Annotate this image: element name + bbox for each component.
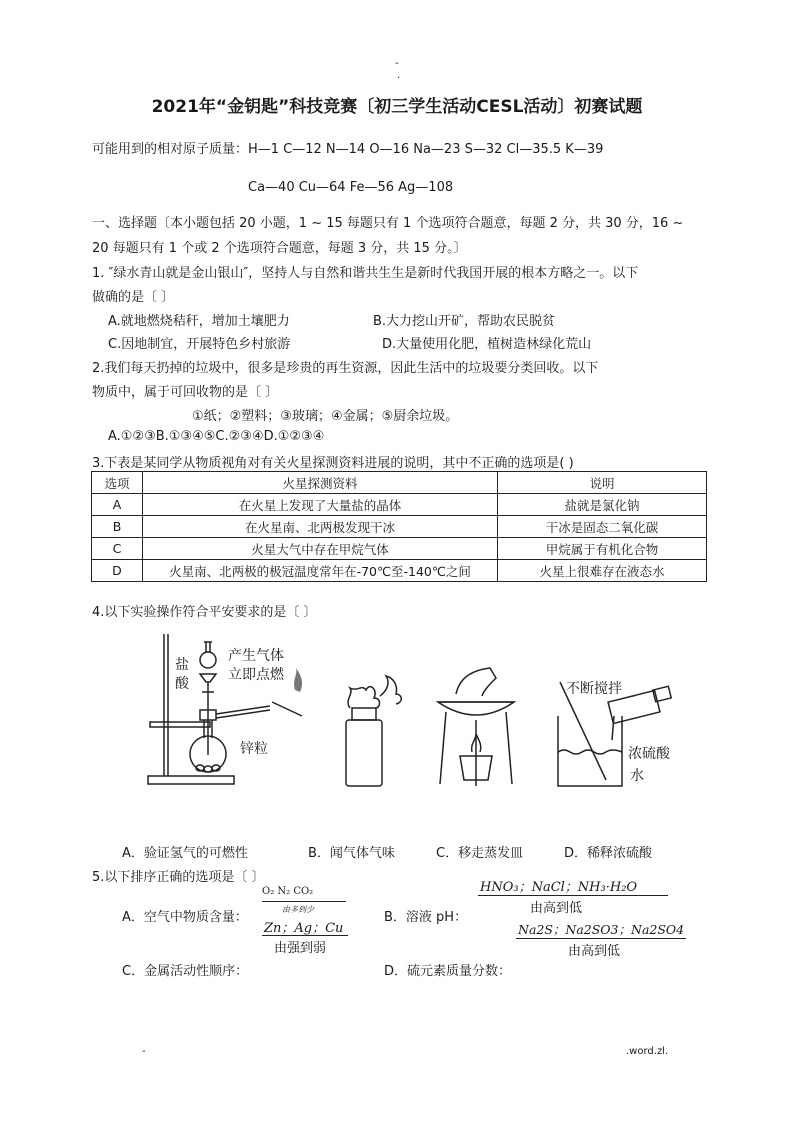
label-water: 水 <box>630 768 644 784</box>
table-row <box>92 560 707 582</box>
q5-c-sequence: Zn；Ag；Cu <box>264 921 344 936</box>
q5-a-sequence: O₂ N₂ CO₂ <box>262 886 314 897</box>
table-row <box>92 538 707 560</box>
q5-option-d: D．硫元素质量分数： <box>384 964 512 979</box>
table-cell: B <box>92 516 143 538</box>
q5-b-sequence: HNO₃；NaCl；NH₃·H₂O <box>480 880 638 895</box>
table-header-data: 火星探测资料 <box>143 472 498 494</box>
table-cell: 甲烷属于有机化合物 <box>498 538 707 560</box>
label-concentrated-sulfuric-acid: 浓硫酸 <box>628 746 670 762</box>
footer-left-mark: - <box>142 1046 146 1057</box>
footer-right-mark: .word.zl. <box>626 1046 669 1057</box>
q5-c-arrow <box>262 935 348 936</box>
label-hydrochloric-acid-2: 酸 <box>175 676 189 692</box>
smell-gas-drawing <box>336 672 416 790</box>
q5-b-arrow <box>478 895 668 896</box>
q1-option-a: A.就地燃烧秸秆，增加土壤肥力 <box>108 314 290 329</box>
q5-option-c: C．金属活动性顺序： <box>122 964 249 979</box>
q4-option-b: B．闻气体气味 <box>308 846 395 861</box>
q2-items: ①纸；②塑料；③玻璃；④金属；⑤厨余垃圾。 <box>192 409 459 424</box>
table-header-option: 选项 <box>92 472 143 494</box>
q5-d-sequence: Na2S；Na2SO3；Na2SO4 <box>518 922 685 937</box>
section-1-intro-line-1: 一、选择题〔本小题包括 20 小题，1 ~ 15 每题只有 1 个选项符合题意，每题 2 分，共 30 分，16 ~ <box>92 216 684 231</box>
q1-option-c: C.因地制宜，开展特色乡村旅游 <box>108 337 291 352</box>
figure-b-smell-gas <box>336 672 416 790</box>
table-cell: C <box>92 538 143 560</box>
table-cell: D <box>92 560 143 582</box>
q3-stem: 3.下表是某同学从物质视角对有关火星探测资料进展的说明，其中不正确的选项是( ) <box>92 456 574 471</box>
q4-stem: 4.以下实验操作符合平安要求的是〔 〕 <box>92 605 317 620</box>
q2-options: A.①②③B.①③④⑤C.②③④D.①②③④ <box>108 429 325 444</box>
label-keep-stirring: 不断搅拌 <box>566 681 622 697</box>
q2-stem-line-1: 2.我们每天扔掉的垃圾中，很多是珍贵的再生资源，因此生活中的垃圾要分类回收。以下 <box>92 361 599 376</box>
table-cell: 在火星南、北两极发现干冰 <box>143 516 498 538</box>
table-cell: 火星上很难存在液态水 <box>498 560 707 582</box>
label-ignite-immediately: 立即点燃 <box>228 667 284 683</box>
q5-stem: 5.以下排序正确的选项是〔 〕 <box>92 870 265 885</box>
table-header-row <box>92 472 707 494</box>
atomic-mass-line-1: 可能用到的相对原子质量：H—1 C—12 N—14 O—16 Na—23 S—32 Cl—35.5 K—39 <box>92 142 604 157</box>
q1-stem-line-1: 1. ″绿水青山就是金山银山″，坚持人与自然和谐共生生是新时代我国开展的根本方略之一。以下 <box>92 266 639 281</box>
flame-icon <box>294 668 302 692</box>
table-cell: 在火星上发现了大量盐的晶体 <box>143 494 498 516</box>
table-cell: 火星大气中存在甲烷气体 <box>143 538 498 560</box>
header-mark: - <box>395 58 399 69</box>
q4-option-d: D．稀释浓硫酸 <box>564 846 653 861</box>
q1-stem-line-2: 做确的是〔 〕 <box>92 290 175 305</box>
table-cell: 火星南、北两极的极冠温度常年在-70℃至-140℃之间 <box>143 560 498 582</box>
q5-option-a: A．空气中物质含量： <box>122 910 248 925</box>
atomic-mass-line-2: Ca—40 Cu—64 Fe—56 Ag—108 <box>248 180 454 195</box>
table-cell: 盐就是氯化钠 <box>498 494 707 516</box>
q5-d-arrow <box>516 938 686 939</box>
table-row <box>92 516 707 538</box>
q5-a-arrow <box>262 901 346 902</box>
header-mark-dot: . <box>397 70 401 81</box>
table-cell: A <box>92 494 143 516</box>
q5-d-arrow-label: 由高到低 <box>568 944 621 959</box>
label-gas-produced: 产生气体 <box>228 648 284 664</box>
q5-c-arrow-label: 由强到弱 <box>274 941 327 956</box>
q5-option-b: B．溶液 pH： <box>384 910 468 925</box>
section-1-intro-line-2: 20 每题只有 1 个或 2 个选项符合题意，每题 3 分，共 15 分。〕 <box>92 241 467 256</box>
q4-option-a: A．验证氢气的可燃性 <box>122 846 248 861</box>
q2-stem-line-2: 物质中，属于可回收物的是〔 〕 <box>92 385 279 400</box>
evaporating-dish-drawing <box>430 664 522 790</box>
table-header-explanation: 说明 <box>498 472 707 494</box>
q3-table <box>91 471 707 582</box>
q1-option-d: D.大量使用化肥，植树造林绿化荒山 <box>382 337 592 352</box>
label-zinc-granules: 锌粒 <box>240 741 268 757</box>
q1-option-b: B.大力挖山开矿，帮助农民脱贫 <box>373 314 556 329</box>
q5-b-arrow-label: 由高到低 <box>530 901 583 916</box>
q5-a-arrow-label: 由多到少 <box>282 905 314 914</box>
table-cell: 干冰是固态二氧化碳 <box>498 516 707 538</box>
label-hydrochloric-acid-1: 盐 <box>175 657 189 673</box>
figure-c-evaporating-dish <box>430 664 522 790</box>
table-row <box>92 494 707 516</box>
q4-option-c: C．移走蒸发皿 <box>436 846 524 861</box>
page-title: 2021年“金钥匙”科技竞赛〔初三学生活动CESL活动〕初赛试题 <box>151 97 643 117</box>
